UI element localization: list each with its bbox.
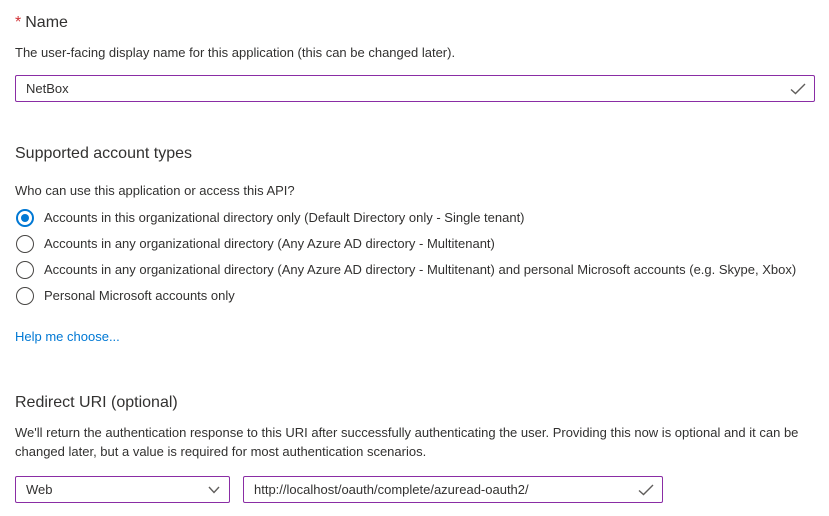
redirect-uri-input[interactable]	[244, 477, 662, 502]
required-asterisk: *	[15, 14, 22, 31]
radio-option-multitenant-personal[interactable]	[15, 261, 815, 279]
redirect-uri-section	[15, 392, 815, 503]
radio-option-label: Accounts in any organizational directory (Any Azure AD directory - Multitenant)	[44, 236, 495, 251]
platform-select-dropdown[interactable]	[15, 476, 230, 503]
chevron-down-icon	[208, 486, 220, 494]
radio-option-multitenant[interactable]	[15, 235, 815, 253]
name-input[interactable]	[16, 76, 814, 101]
redirect-uri-input-container	[243, 476, 663, 503]
name-input-container	[15, 75, 815, 102]
name-description: The user-facing display name for this application (this can be changed later).	[15, 45, 456, 60]
radio-button-icon[interactable]	[16, 209, 34, 227]
radio-option-single-tenant[interactable]	[15, 209, 815, 227]
name-section-title	[15, 12, 815, 33]
radio-option-personal-only[interactable]	[15, 287, 815, 305]
radio-button-icon[interactable]	[16, 261, 34, 279]
account-types-question: Who can use this application or access this API?	[15, 183, 295, 198]
help-me-choose-link[interactable]: Help me choose...	[15, 329, 120, 344]
redirect-uri-description: We'll return the authentication response to this URI after successfully authenticating the user. Providing this now is optional and it can be changed later, but a value is required for most authentication scenarios.	[15, 425, 799, 459]
account-type-radio-group	[15, 209, 815, 305]
name-title-text: Name	[25, 14, 68, 31]
radio-option-label: Personal Microsoft accounts only	[44, 288, 235, 303]
radio-button-icon[interactable]	[16, 235, 34, 253]
supported-account-types-section	[15, 143, 815, 346]
account-types-title: Supported account types	[15, 145, 193, 162]
radio-button-icon[interactable]	[16, 287, 34, 305]
radio-option-label: Accounts in any organizational directory (Any Azure AD directory - Multitenant) and personal Microsoft accounts (e.g. Skype, Xbox)	[44, 262, 797, 277]
redirect-uri-title: Redirect URI (optional)	[15, 394, 178, 411]
radio-option-label: Accounts in this organizational directory only (Default Directory only - Single tenant)	[44, 210, 525, 225]
redirect-uri-controls	[15, 476, 815, 503]
platform-select-value: Web	[26, 482, 53, 497]
